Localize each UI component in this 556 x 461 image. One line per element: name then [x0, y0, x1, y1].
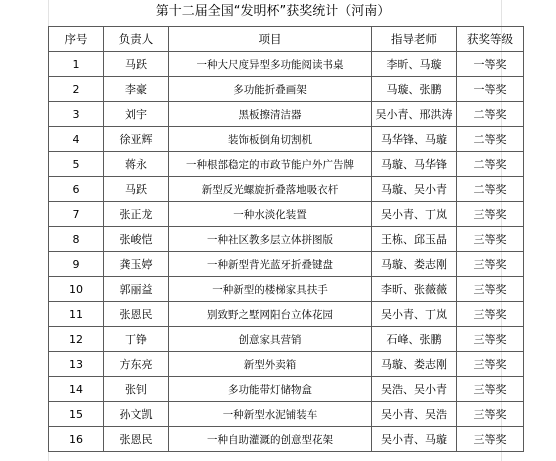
table-row [49, 152, 524, 177]
cell-advisor[interactable]: 吴小青、马璇 [372, 427, 457, 452]
cell-leader[interactable]: 蒋永 [104, 152, 169, 177]
cell-advisor[interactable]: 马璇、娄志刚 [372, 352, 457, 377]
cell-leader[interactable]: 张恩民 [104, 427, 169, 452]
cell-leader[interactable]: 马跃 [104, 52, 169, 77]
cell-index[interactable]: 3 [49, 102, 104, 127]
cell-advisor[interactable]: 吴小青、丁岚 [372, 302, 457, 327]
cell-advisor[interactable]: 王栋、邱玉晶 [372, 227, 457, 252]
cell-leader[interactable]: 张钊 [104, 377, 169, 402]
cell-index[interactable]: 1 [49, 52, 104, 77]
cell-index[interactable]: 12 [49, 327, 104, 352]
cell-award[interactable]: 二等奖 [457, 177, 524, 202]
table-body [49, 52, 524, 452]
cell-index[interactable]: 6 [49, 177, 104, 202]
cell-leader[interactable]: 刘宇 [104, 102, 169, 127]
cell-advisor[interactable]: 李昕、马璇 [372, 52, 457, 77]
cell-project[interactable]: 多功能折叠画架 [169, 77, 372, 102]
cell-leader[interactable]: 方东亮 [104, 352, 169, 377]
table-row [49, 202, 524, 227]
cell-award[interactable]: 三等奖 [457, 427, 524, 452]
cell-leader[interactable]: 张正龙 [104, 202, 169, 227]
cell-award[interactable]: 三等奖 [457, 377, 524, 402]
sheet-title: 第十二届全国“发明杯”获奖统计（河南） [155, 4, 391, 19]
award-table [48, 26, 524, 452]
cell-leader[interactable]: 丁铮 [104, 327, 169, 352]
cell-leader[interactable]: 马跃 [104, 177, 169, 202]
cell-advisor[interactable]: 马璇、娄志刚 [372, 252, 457, 277]
cell-award[interactable]: 三等奖 [457, 227, 524, 252]
cell-leader[interactable]: 李豪 [104, 77, 169, 102]
cell-index[interactable]: 9 [49, 252, 104, 277]
cell-leader[interactable]: 徐亚辉 [104, 127, 169, 152]
cell-advisor[interactable]: 吴小青、丁岚 [372, 202, 457, 227]
table-row [49, 52, 524, 77]
cell-project[interactable]: 一种新型水泥铺装车 [169, 402, 372, 427]
table-row [49, 402, 524, 427]
cell-index[interactable]: 8 [49, 227, 104, 252]
table-row [49, 102, 524, 127]
cell-award[interactable]: 三等奖 [457, 402, 524, 427]
cell-award[interactable]: 三等奖 [457, 352, 524, 377]
cell-award[interactable]: 二等奖 [457, 152, 524, 177]
table-row [49, 77, 524, 102]
cell-leader[interactable]: 孙文凯 [104, 402, 169, 427]
header-cell-advisor[interactable]: 指导老师 [372, 27, 457, 52]
cell-project[interactable]: 新型外卖箱 [169, 352, 372, 377]
table-row [49, 352, 524, 377]
cell-leader[interactable]: 郭丽益 [104, 277, 169, 302]
cell-project[interactable]: 一种新型的楼梯家具扶手 [169, 277, 372, 302]
header-cell-leader[interactable]: 负责人 [104, 27, 169, 52]
cell-award[interactable]: 一等奖 [457, 77, 524, 102]
table-row [49, 127, 524, 152]
cell-index[interactable]: 4 [49, 127, 104, 152]
cell-award[interactable]: 二等奖 [457, 102, 524, 127]
cell-advisor[interactable]: 石峰、张鹏 [372, 327, 457, 352]
table-row [49, 277, 524, 302]
cell-leader[interactable]: 张峻恺 [104, 227, 169, 252]
cell-project[interactable]: 一种新型背光蓝牙折叠键盘 [169, 252, 372, 277]
table-row [49, 427, 524, 452]
cell-leader[interactable]: 张恩民 [104, 302, 169, 327]
cell-project[interactable]: 一种水淡化装置 [169, 202, 372, 227]
cell-advisor[interactable]: 李昕、张薇薇 [372, 277, 457, 302]
cell-project[interactable]: 黑板擦清洁器 [169, 102, 372, 127]
cell-index[interactable]: 5 [49, 152, 104, 177]
cell-project[interactable]: 一种根部稳定的市政节能户外广告牌 [169, 152, 372, 177]
cell-index[interactable]: 2 [49, 77, 104, 102]
cell-advisor[interactable]: 马璇、马华锋 [372, 152, 457, 177]
cell-index[interactable]: 14 [49, 377, 104, 402]
table-row [49, 227, 524, 252]
cell-project[interactable]: 装饰板倒角切割机 [169, 127, 372, 152]
header-cell-project[interactable]: 项目 [169, 27, 372, 52]
cell-advisor[interactable]: 马璇、吴小青 [372, 177, 457, 202]
table-row [49, 377, 524, 402]
cell-award[interactable]: 三等奖 [457, 202, 524, 227]
cell-advisor[interactable]: 马璇、张鹏 [372, 77, 457, 102]
header-row [49, 27, 524, 52]
cell-index[interactable]: 13 [49, 352, 104, 377]
cell-index[interactable]: 11 [49, 302, 104, 327]
cell-advisor[interactable]: 吴小青、邢洪涛 [372, 102, 457, 127]
header-cell-index[interactable]: 序号 [49, 27, 104, 52]
cell-index[interactable]: 16 [49, 427, 104, 452]
cell-index[interactable]: 7 [49, 202, 104, 227]
cell-index[interactable]: 15 [49, 402, 104, 427]
table-row [49, 327, 524, 352]
cell-leader[interactable]: 龚玉婷 [104, 252, 169, 277]
cell-award[interactable]: 一等奖 [457, 52, 524, 77]
cell-project[interactable]: 创意家具营销 [169, 327, 372, 352]
cell-award[interactable]: 三等奖 [457, 277, 524, 302]
cell-project[interactable]: 一种大尺度异型多功能阅读书桌 [169, 52, 372, 77]
cell-project[interactable]: 别致野之墅网阳台立体花园 [169, 302, 372, 327]
table-row [49, 252, 524, 277]
table-row [49, 302, 524, 327]
header-cell-award[interactable]: 获奖等级 [457, 27, 524, 52]
cell-project[interactable]: 多功能带灯储物盒 [169, 377, 372, 402]
cell-project[interactable]: 新型反光螺旋折叠落地吸衣杆 [169, 177, 372, 202]
cell-award[interactable]: 三等奖 [457, 252, 524, 277]
cell-award[interactable]: 三等奖 [457, 302, 524, 327]
cell-project[interactable]: 一种社区教多层立体拼图版 [169, 227, 372, 252]
cell-award[interactable]: 三等奖 [457, 327, 524, 352]
cell-award[interactable]: 二等奖 [457, 127, 524, 152]
cell-advisor[interactable]: 吴小青、吴浩 [372, 402, 457, 427]
table-row [49, 177, 524, 202]
cell-advisor[interactable]: 马华锋、马璇 [372, 127, 457, 152]
cell-project[interactable]: 一种自助灌溉的创意型花架 [169, 427, 372, 452]
cell-index[interactable]: 10 [49, 277, 104, 302]
cell-advisor[interactable]: 吴浩、吴小青 [372, 377, 457, 402]
